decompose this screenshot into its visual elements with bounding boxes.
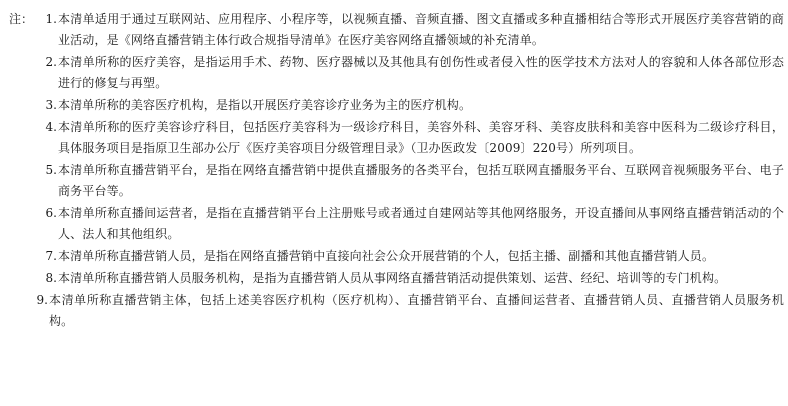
note-item: [44, 203, 784, 245]
note-text: 本清单所称的医疗美容诊疗科目，包括医疗美容科为一级诊疗科目，美容外科、美容牙科、美容皮肤科和美容中医科为二级诊疗科目，具体服务项目是指原卫生部办公厅《医疗美容项目分级管理目录》（卫办医政发〔2009〕220号）所列项目。: [58, 120, 784, 155]
note-number: 9.: [36, 293, 48, 307]
note-text: 本清单所称直播营销平台，是指在网络直播营销中提供直播服务的各类平台，包括互联网直播服务平台、互联网音视频服务平台、电子商务平台等。: [58, 163, 784, 198]
note-item: [44, 268, 784, 289]
notes-list: [36, 9, 784, 333]
note-number: 8.: [45, 271, 57, 285]
note-number: 4.: [45, 120, 57, 134]
note-number: 2.: [45, 55, 57, 69]
note-text: 本清单所称直播营销人员服务机构，是指为直播营销人员从事网络直播营销活动提供策划、运营、经纪、培训等的专门机构。: [58, 271, 727, 285]
note-item: [44, 52, 784, 94]
note-text: 本清单所称直播营销人员，是指在网络直播营销中直接向社会公众开展营销的个人，包括主播、副播和其他直播营销人员。: [58, 249, 715, 263]
note-item: [44, 9, 784, 51]
note-number: 1.: [45, 12, 57, 26]
note-item: [35, 290, 784, 332]
note-text: 本清单适用于通过互联网站、应用程序、小程序等，以视频直播、音频直播、图文直播或多种直播相结合等形式开展医疗美容营销的商业活动，是《网络直播营销主体行政合规指导清单》在医疗美容网络直播领域的补充清单。: [58, 12, 784, 47]
note-text: 本清单所称直播营销主体，包括上述美容医疗机构（医疗机构）、直播营销平台、直播间运营者、直播营销人员、直播营销人员服务机构。: [49, 293, 784, 328]
note-number: 7.: [45, 249, 57, 263]
note-text: 本清单所称直播间运营者，是指在直播营销平台上注册账号或者通过自建网站等其他网络服务，开设直播间从事网络直播营销活动的个人、法人和其他组织。: [58, 206, 784, 241]
note-number: 5.: [45, 163, 57, 177]
note-text: 本清单所称的美容医疗机构，是指以开展医疗美容诊疗业务为主的医疗机构。: [58, 98, 472, 112]
note-item: [44, 246, 784, 267]
note-label: 注：: [9, 12, 34, 26]
note-item: [44, 117, 784, 159]
note-number: 6.: [45, 206, 57, 220]
note-text: 本清单所称的医疗美容，是指运用手术、药物、医疗器械以及其他具有创伤性或者侵入性的医学技术方法对人的容貌和人体各部位形态进行的修复与再塑。: [58, 55, 784, 90]
note-item: [44, 95, 784, 116]
note-item: [44, 160, 784, 202]
note-number: 3.: [45, 98, 57, 112]
